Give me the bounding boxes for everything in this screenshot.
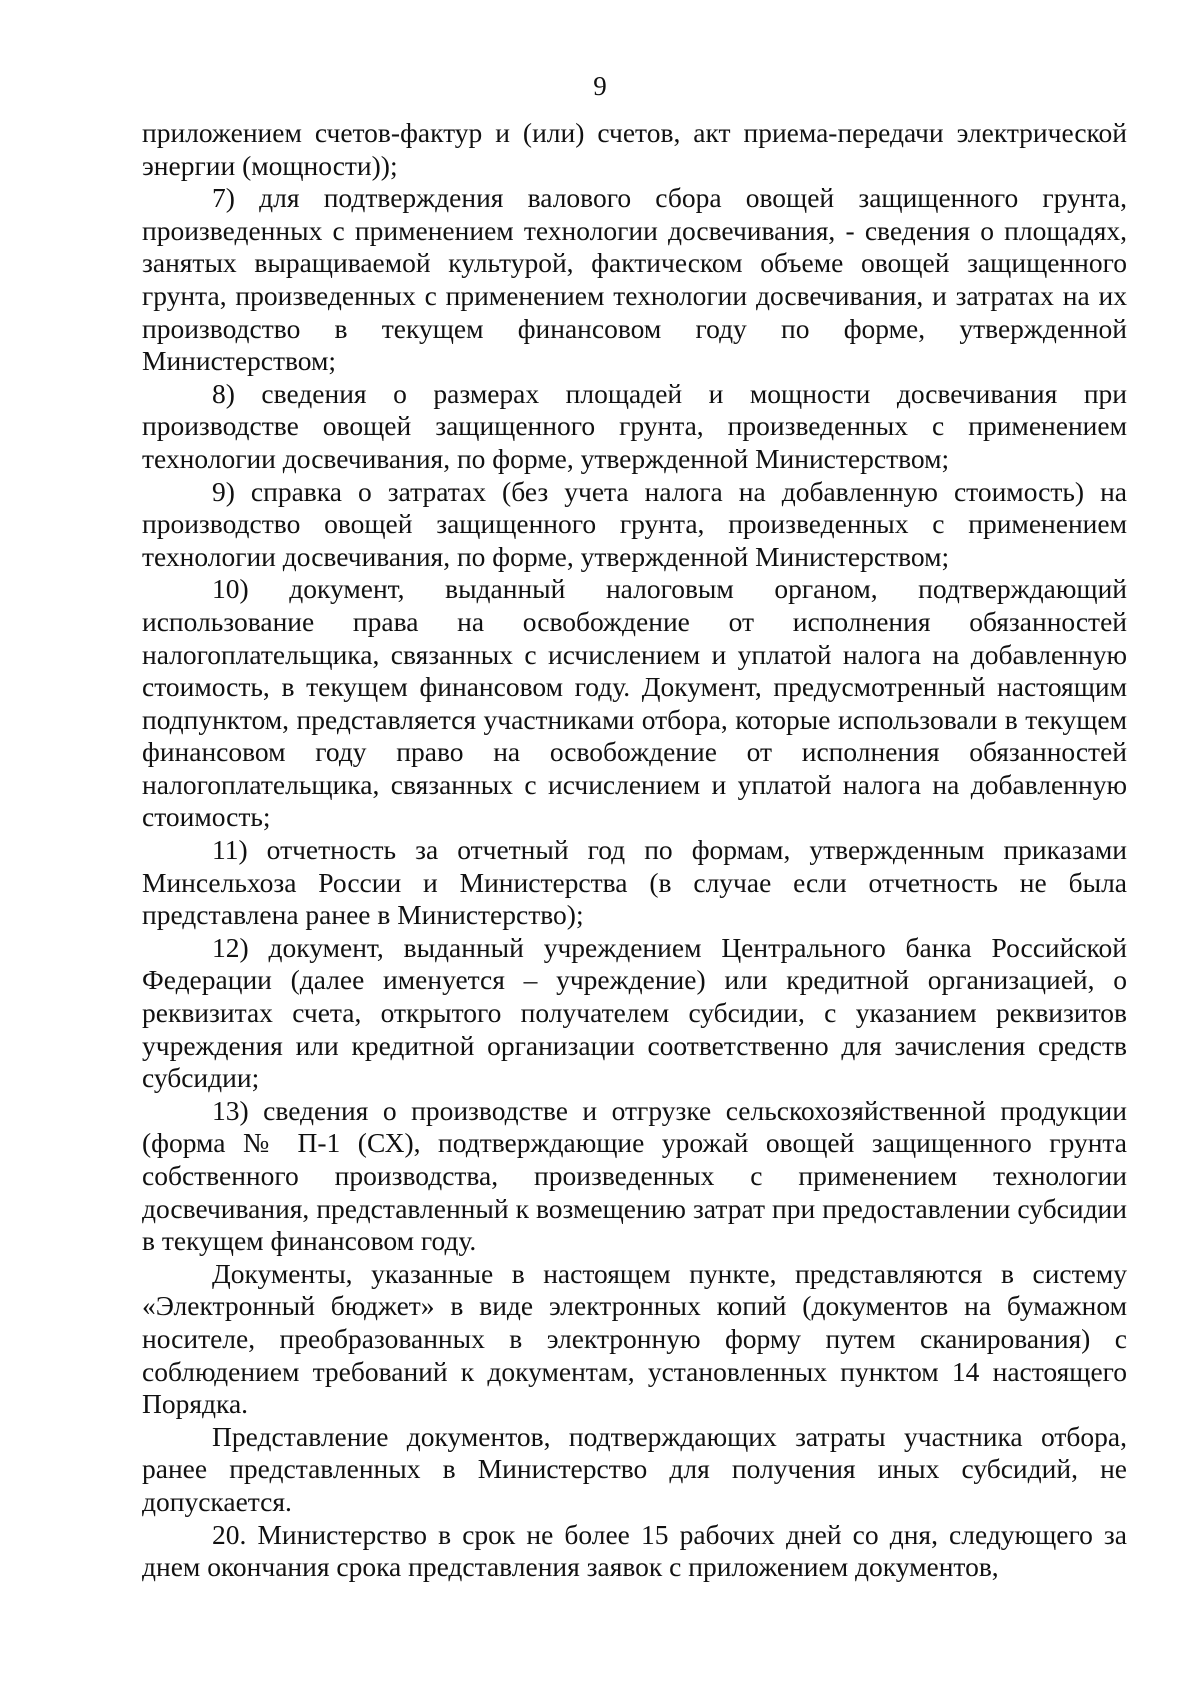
paragraph-item-9: 9) справка о затратах (без учета налога на добавленную стоимость) на производство овощей защищенного грунта, произведенных с применением технологии досвечивания, по форме, утвержденной Министерством; (142, 475, 1127, 572)
paragraph-continuation: приложением счетов-фактур и (или) счетов, акт приема-передачи электрической энергии (мощности)); (142, 117, 1127, 181)
paragraph-clause-20: 20. Министерство в срок не более 15 рабочих дней со дня, следующего за днем окончания срока представления заявок с приложением документов, (142, 1518, 1127, 1583)
paragraph-documents-submission: Документы, указанные в настоящем пункте, представляются в систему «Электронный бюджет» в виде электронных копий (документов на бумажном носителе, преобразованных в электронную форму путем сканирования) с соблюдением требований к документам, установленных пунктом 14 настоящего Порядка. (142, 1257, 1127, 1420)
paragraph-item-13: 13) сведения о производстве и отгрузке сельскохозяйственной продукции (форма № П-1 (СХ), подтверждающие урожай овощей защищенного грунта собственного производства, произведенных с применением технологии досвечивания, представленный к возмещению затрат при предоставлении субсидии в текущем финансовом году. (142, 1094, 1127, 1257)
document-body (142, 117, 1127, 1584)
paragraph-item-7: 7) для подтверждения валового сбора овощей защищенного грунта, произведенных с применением технологии досвечивания, - сведения о площадях, занятых выращиваемой культурой, фактическом объеме овощей защищенного грунта, произведенных с применением технологии досвечивания, и затратах на их производство в текущем финансовом году по форме, утвержденной Министерством; (142, 182, 1127, 377)
paragraph-item-10: 10) документ, выданный налоговым органом, подтверждающий использование права на освобождение от исполнения обязанностей налогоплательщика, связанных с исчислением и уплатой налога на добавленную стоимость, в текущем финансовом году. Документ, предусмотренный настоящим подпунктом, представляется участниками отбора, которые использовали в текущем финансовом году право на освобождение от исполнения обязанностей налогоплательщика, связанных с исчислением и уплатой налога на добавленную стоимость; (142, 573, 1127, 833)
paragraph-documents-restriction: Представление документов, подтверждающих затраты участника отбора, ранее представленных в Министерство для получения иных субсидий, не допускается. (142, 1420, 1127, 1517)
page-number: 9 (593, 71, 607, 101)
paragraph-item-11: 11) отчетность за отчетный год по формам, утвержденным приказами Минсельхоза России и Министерства (в случае если отчетность не была представлена ранее в Министерство); (142, 834, 1127, 931)
paragraph-item-8: 8) сведения о размерах площадей и мощности досвечивания при производстве овощей защищенного грунта, произведенных с применением технологии досвечивания, по форме, утвержденной Министерством; (142, 377, 1127, 474)
paragraph-item-12: 12) документ, выданный учреждением Центрального банка Российской Федерации (далее именуется – учреждение) или кредитной организацией, о реквизитах счета, открытого получателем субсидии, с указанием реквизитов учреждения или кредитной организации соответственно для зачисления средств субсидии; (142, 931, 1127, 1094)
